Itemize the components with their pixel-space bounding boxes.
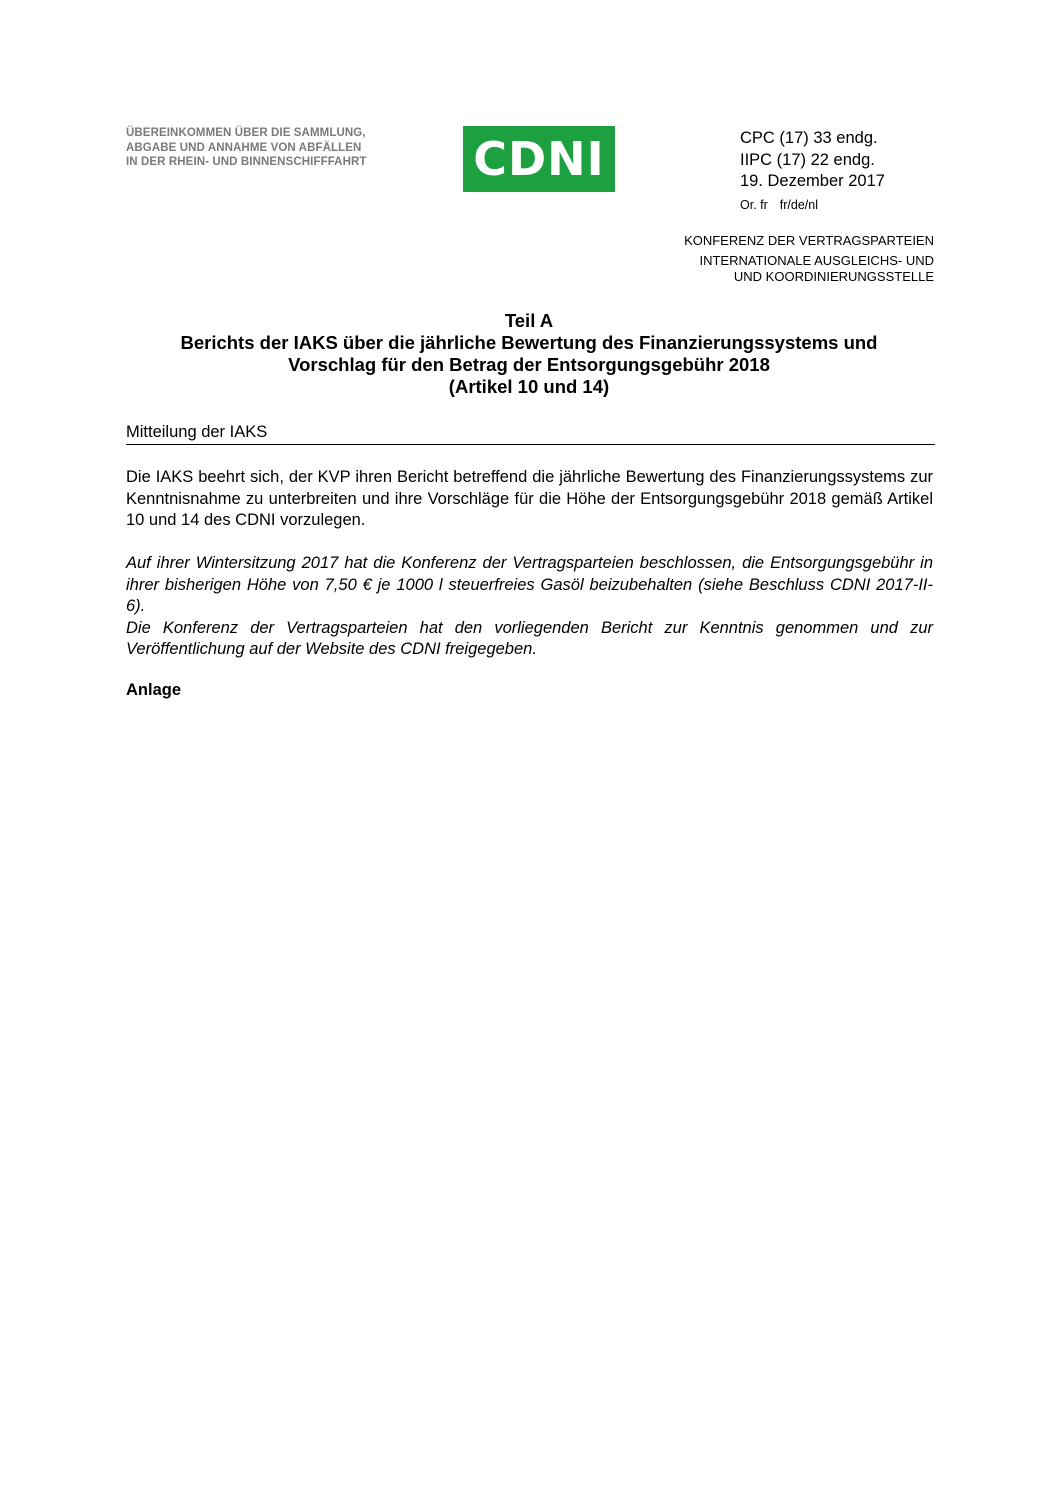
body-conference: KONFERENZ DER VERTRAGSPARTEIEN [684, 233, 934, 248]
doc-ref-cpc: CPC (17) 33 endg. [740, 129, 878, 147]
organization-name [126, 126, 367, 170]
logo-text: CDNI [473, 132, 605, 186]
addressed-bodies [684, 233, 934, 286]
title-line: Vorschlag für den Betrag der Entsorgungsgebühr 2018 [288, 354, 770, 375]
original-label: Or. fr [740, 197, 768, 212]
body-iaks-line1: INTERNATIONALE AUSGLEICHS- UND [699, 252, 934, 268]
doc-date: 19. Dezember 2017 [740, 172, 885, 190]
annex-label: Anlage [126, 681, 182, 699]
organization-line: ABGABE UND ANNAHME VON ABFÄLLEN [126, 141, 362, 154]
document-reference [740, 128, 885, 214]
title-line: (Artikel 10 und 14) [448, 376, 610, 397]
title-line: Berichts der IAKS über die jährliche Bewertung des Finanzierungssystems und [180, 332, 878, 353]
organization-line: IN DER RHEIN- UND BINNENSCHIFFFAHRT [126, 156, 367, 168]
section-heading: Mitteilung der IAKS [126, 423, 935, 445]
doc-ref-iipc: IIPC (17) 22 endg. [740, 150, 875, 169]
paragraph-intro: Die IAKS beehrt sich, der KVP ihren Bericht betreffend die jährliche Bewertung des Finanzierungssystems zur Kenntnisnahme zu unterbreiten und ihre Vorschläge für die Höhe der Entsorgungsgebühr 2018 gemäß Artikel 10 und 14 des CDNI vorzulegen. [126, 468, 933, 529]
cdni-logo [463, 126, 615, 192]
organization-line: ÜBEREINKOMMEN ÜBER DIE SAMMLUNG, [126, 127, 366, 139]
languages: fr/de/nl [779, 197, 818, 212]
body-iaks-line2: UND KOORDINIERUNGSSTELLE [733, 269, 934, 284]
document-title [126, 310, 932, 398]
paragraph-decision [126, 553, 933, 661]
paragraph-publication-text: Die Konferenz der Vertragsparteien hat den vorliegenden Bericht zur Kenntnis genommen und zur Veröffentlichung auf der Website des CDNI freigegeben. [126, 618, 933, 658]
title-line: Teil A [504, 310, 554, 331]
original-language [740, 196, 885, 214]
paragraph-decision-text: Auf ihrer Wintersitzung 2017 hat die Konferenz der Vertragsparteien beschlossen, die Entsorgungsgebühr in ihrer bisherigen Höhe von 7,50 € je 1000 l steuerfreies Gasöl beizubehalten (siehe Beschluss CDNI 2017-II-6). [126, 554, 933, 615]
